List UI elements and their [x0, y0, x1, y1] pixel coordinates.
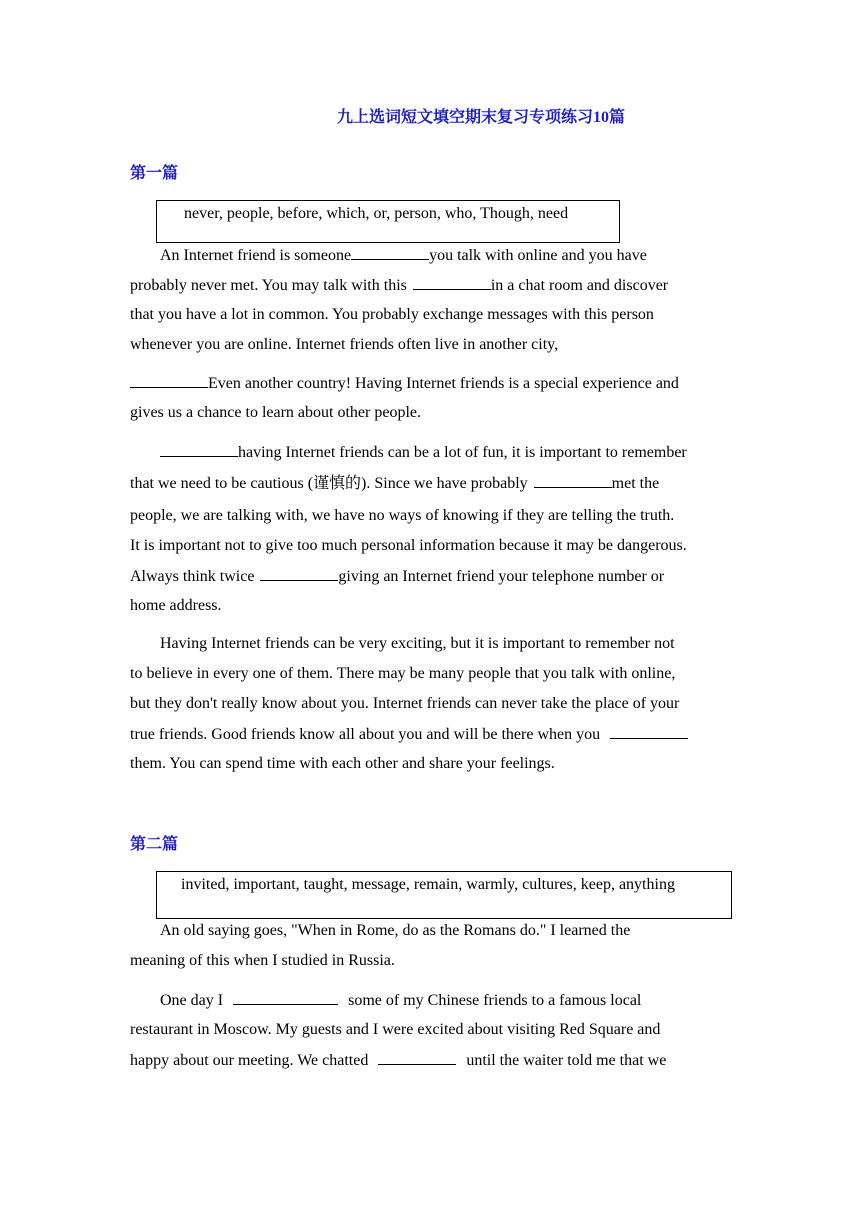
- p1-text: Even another country! Having Internet friends is a special experience and: [208, 375, 679, 392]
- p1-text: you talk with online and you have: [429, 247, 647, 264]
- p2-text: One day I: [160, 992, 224, 1009]
- p2-line-4: restaurant in Moscow. My guests and I were excited about visiting Red Square and: [130, 1021, 661, 1038]
- p1-text: probably never met. You may talk with this: [130, 277, 407, 294]
- p1-line-2: [130, 275, 668, 296]
- answer-blank-6[interactable]: [260, 566, 338, 581]
- answer-blank-p2-2[interactable]: [378, 1050, 456, 1065]
- p2-line-3: [130, 990, 641, 1011]
- p1-line-5: [130, 373, 679, 394]
- answer-blank-7[interactable]: [610, 724, 688, 739]
- p2-text: some of my Chinese friends to a famous local: [348, 992, 642, 1009]
- p1-line-10: It is important not to give too much personal information because it may be dangerous.: [130, 537, 687, 554]
- word-box-1-text: never, people, before, which, or, person, who, Though, need: [184, 205, 569, 222]
- p1-line-9: people, we are talking with, we have no ways of knowing if they are telling the truth.: [130, 507, 675, 524]
- p1-text: that we need to be cautious (谨慎的). Since we have probably: [130, 475, 528, 492]
- section-heading-2: 第二篇: [130, 836, 179, 853]
- answer-blank-4[interactable]: [160, 442, 238, 457]
- p1-text: An Internet friend is someone: [160, 247, 352, 264]
- p1-text: giving an Internet friend your telephone number or: [338, 568, 665, 585]
- answer-blank-2[interactable]: [413, 275, 491, 290]
- answer-blank-5[interactable]: [534, 473, 612, 488]
- answer-blank-1[interactable]: [351, 245, 429, 260]
- p1-line-17: them. You can spend time with each other and share your feelings.: [130, 755, 555, 772]
- p1-text: having Internet friends can be a lot of fun, it is important to remember: [238, 444, 687, 461]
- p1-line-6: gives us a chance to learn about other people.: [130, 404, 421, 421]
- p1-line-8: [130, 473, 659, 494]
- answer-blank-3[interactable]: [130, 373, 208, 388]
- p1-line-14: to believe in every one of them. There may be many people that you talk with online,: [130, 665, 676, 682]
- p1-text: true friends. Good friends know all about you and will be there when you: [130, 726, 601, 743]
- p1-text: met the: [611, 475, 660, 492]
- p2-line-2: meaning of this when I studied in Russia.: [130, 952, 395, 969]
- p1-line-15: but they don't really know about you. Internet friends can never take the place of your: [130, 695, 680, 712]
- word-box-2-text: invited, important, taught, message, remain, warmly, cultures, keep, anything: [181, 876, 675, 893]
- p2-line-1: An old saying goes, "When in Rome, do as the Romans do." I learned the: [160, 922, 631, 939]
- p1-line-12: home address.: [130, 597, 222, 614]
- p1-line-3: that you have a lot in common. You probably exchange messages with this person: [130, 306, 654, 323]
- p1-text: in a chat room and discover: [490, 277, 669, 294]
- p1-line-13: Having Internet friends can be very exciting, but it is important to remember not: [160, 635, 675, 652]
- p2-line-5: [130, 1050, 666, 1071]
- p2-text: happy about our meeting. We chatted: [130, 1052, 369, 1069]
- page-title: 九上选词短文填空期末复习专项练习10篇: [336, 109, 625, 126]
- section-heading-1: 第一篇: [130, 165, 179, 182]
- word-box-2: [156, 871, 732, 919]
- p1-line-7: [130, 442, 687, 463]
- answer-blank-p2-1[interactable]: [233, 990, 338, 1005]
- p1-text: Always think twice: [130, 568, 255, 585]
- p1-line-11: [130, 566, 664, 587]
- p2-text: until the waiter told me that we: [466, 1052, 667, 1069]
- word-box-1: [156, 200, 620, 243]
- p1-line-4: whenever you are online. Internet friends often live in another city,: [130, 336, 559, 353]
- p1-line-1: [130, 245, 647, 266]
- p1-line-16: [130, 724, 688, 745]
